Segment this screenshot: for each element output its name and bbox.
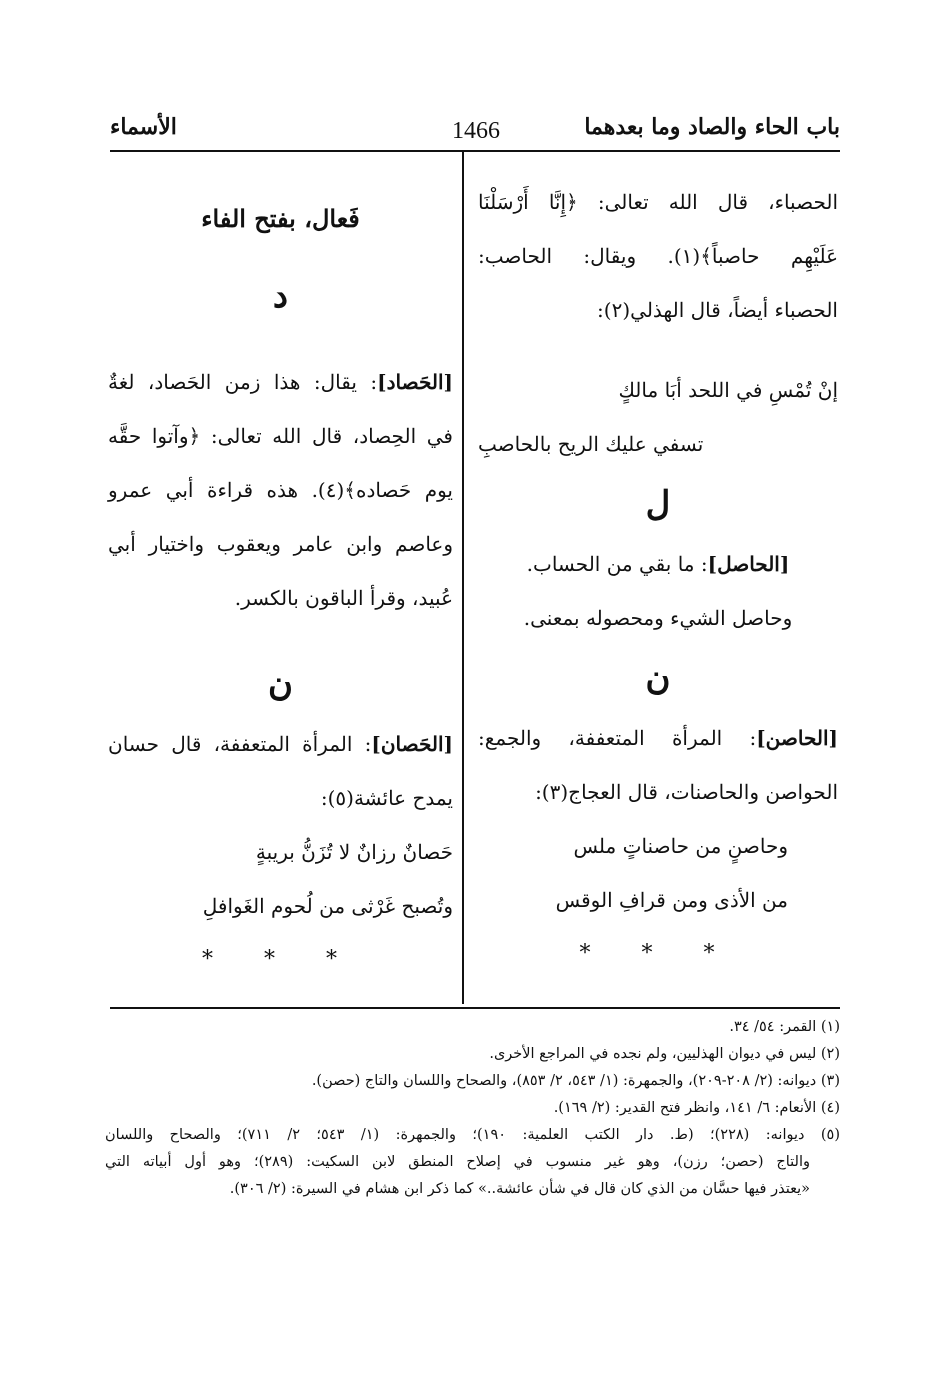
headword: [الحَصان] bbox=[371, 732, 453, 756]
column-divider bbox=[462, 152, 464, 1004]
verse-hemistich: تسفي عليك الريح بالحاصبِ bbox=[478, 432, 704, 456]
footnotes bbox=[105, 1014, 840, 1203]
entry-hasad bbox=[108, 355, 453, 409]
footnote: (١) القمر: ٥٤/ ٣٤. bbox=[729, 1019, 840, 1035]
text-line: الحصباء أيضاً، قال الهذلي(٢): bbox=[597, 298, 838, 322]
headword: [الحاصن] bbox=[756, 726, 838, 750]
text-line: يمدح عائشة(٥): bbox=[320, 786, 453, 810]
headword: [الحاصل] bbox=[707, 552, 790, 576]
letter-heading: د bbox=[272, 276, 289, 316]
letter-heading: ن bbox=[645, 658, 671, 698]
text-line: الحواصن والحاصنات، قال العجاج(٣): bbox=[535, 780, 838, 804]
text-line: عُبيد، وقرأ الباقون بالكسر. bbox=[234, 586, 453, 610]
letter-heading: ن bbox=[268, 664, 293, 704]
right-column bbox=[478, 175, 838, 981]
letter-heading: ل bbox=[645, 484, 671, 524]
running-header-book-part: الأسماء bbox=[110, 114, 177, 140]
left-column bbox=[108, 175, 453, 987]
entry-hasan bbox=[108, 717, 453, 771]
text-line: يوم حَصاده﴾(٤). هذه قراءة أبي عمرو bbox=[108, 478, 453, 502]
page-number: 1466 bbox=[452, 118, 500, 144]
section-end-stars: * * * bbox=[202, 947, 359, 972]
section-heading: فَعال، بفتح الفاء bbox=[201, 204, 360, 233]
verse-hemistich: وحاصنٍ من حاصناتٍ ملس bbox=[573, 834, 788, 858]
footnote: (٥) ديوانه: (٢٢٨)؛ (ط. دار الكتب العلمية: ١٩٠)؛ والجمهرة: (١/ ٥٤٣؛ ٢/ ٧١١)؛ والصحاح واللسان bbox=[105, 1127, 841, 1143]
verse-hemistich: إنْ تُمْسِ في اللحد أبَا مالكٍ bbox=[618, 378, 838, 402]
entry-hasin bbox=[478, 711, 838, 765]
footnote-rule bbox=[110, 1007, 840, 1009]
entry-text: : المرأة المتعففة، والجمع: bbox=[478, 726, 757, 750]
text-line: وحاصل الشيء ومحصوله بمعنى. bbox=[523, 606, 793, 630]
footnote: (٢) ليس في ديوان الهذليين، ولم نجده في المراجع الأخرى. bbox=[489, 1046, 840, 1062]
footnote: (٣) ديوانه: (٢/ ٢٠٨-٢٠٩)، والجمهرة: (١/ ٥٤٣، ٢/ ٨٥٣)، والصحاح واللسان والتاج (حصن). bbox=[311, 1073, 840, 1089]
entry-text: : المرأة المتعففة، قال حسان bbox=[108, 732, 372, 756]
header-rule bbox=[110, 150, 840, 152]
footnote-continuation: «يعتذر فيها حسَّان من الذي كان قال في شأن عائشة..» كما ذكر ابن هشام في السيرة: (٢/ ٣٠٦). bbox=[229, 1181, 810, 1197]
running-header-section-title: باب الحاء والصاد وما بعدهما bbox=[584, 114, 840, 140]
verse-hemistich: وتُصبح غَرْثى من لُحوم الغَوافلِ bbox=[202, 894, 453, 918]
text-line: عَلَيْهِم حاصباً﴾(١). ويقال: الحاصب: bbox=[478, 244, 838, 268]
section-end-stars: * * * bbox=[579, 941, 737, 966]
entry-hasil bbox=[478, 537, 838, 591]
footnote-continuation: والتاج (حصن؛ رزن)، وهو غير منسوب في إصلاح المنطق لابن السكيت: (٢٨٩)؛ وهو أول أبياته التي bbox=[105, 1154, 810, 1170]
text-line: في الحِصاد، قال الله تعالى: ﴿وآتوا حقَّه bbox=[108, 424, 453, 448]
verse-hemistich: حَصانٌ رزانٌ لا تُزَنُّ بريبةٍ bbox=[255, 840, 453, 864]
text-line: الحصباء، قال الله تعالى: ﴿إِنَّا أَرْسَلْنَا bbox=[478, 190, 838, 214]
text-line: وعاصم وابن عامر ويعقوب واختيار أبي bbox=[108, 532, 453, 556]
verse-hemistich: من الأذى ومن قرافِ الوقس bbox=[555, 888, 788, 912]
entry-text: : يقال: هذا زمن الحَصاد، لغةٌ bbox=[108, 370, 378, 394]
headword: [الحَصاد] bbox=[377, 370, 453, 394]
entry-text: : ما بقي من الحساب. bbox=[526, 552, 708, 576]
footnote: (٤) الأنعام: ٦/ ١٤١، وانظر فتح القدير: (٢/ ١٦٩). bbox=[553, 1100, 840, 1116]
